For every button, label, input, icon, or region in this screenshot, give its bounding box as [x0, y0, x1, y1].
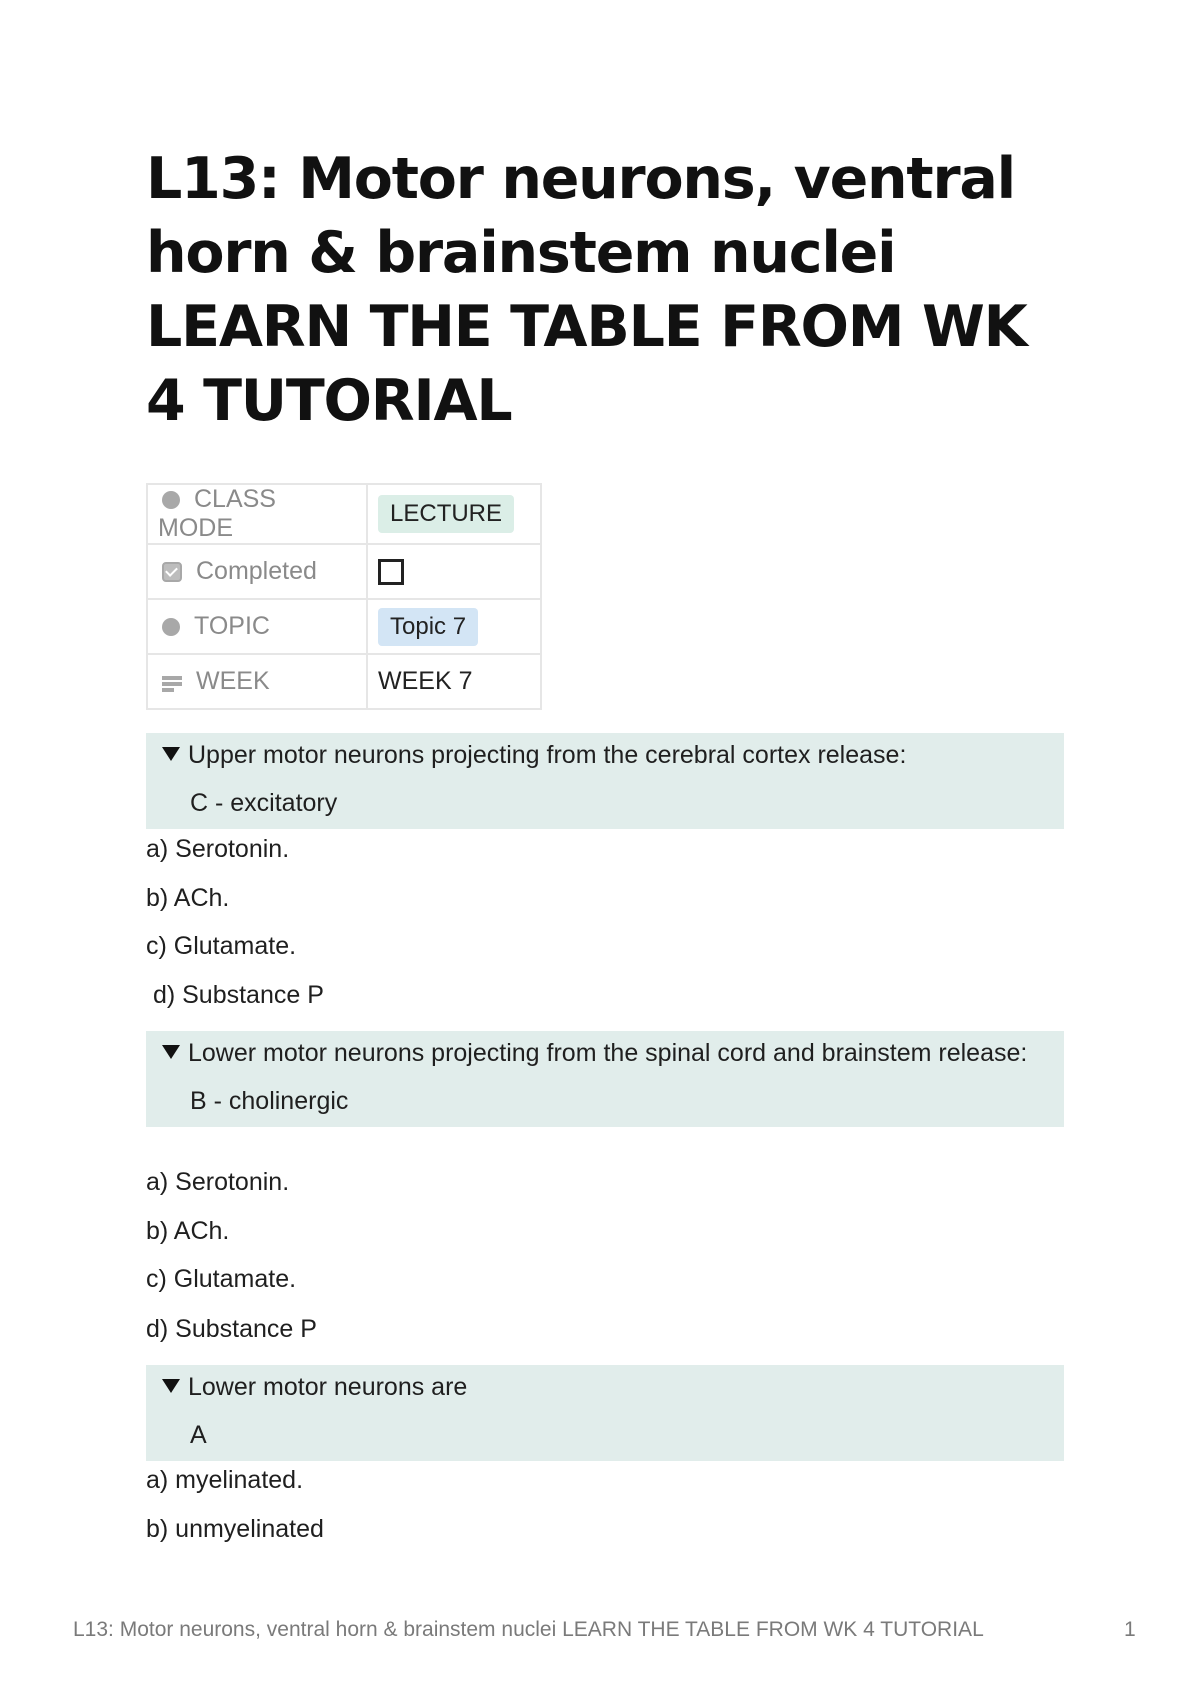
option-item: d) Substance P: [146, 1315, 317, 1343]
answer-text: B - cholinergic: [190, 1087, 349, 1115]
toggle-triangle-icon[interactable]: [162, 1045, 180, 1059]
checkbox-icon: [162, 562, 182, 582]
property-key: WEEK: [196, 667, 270, 695]
page-title: L13: Motor neurons, ventral horn & brainstem nuclei LEARN THE TABLE FROM WK 4 TUTORIAL: [146, 146, 1027, 434]
toggle-header[interactable]: [162, 737, 1046, 773]
class-mode-tag[interactable]: LECTURE: [378, 495, 514, 533]
circle-icon: [162, 618, 180, 636]
question-toggle-3[interactable]: [146, 1365, 1064, 1461]
page-number: 1: [1124, 1618, 1136, 1641]
toggle-header[interactable]: [162, 1369, 1046, 1405]
question-toggle-1[interactable]: [146, 733, 1064, 829]
toggle-triangle-icon[interactable]: [162, 747, 180, 761]
property-key: CLASS MODE: [158, 485, 276, 542]
completed-checkbox[interactable]: [378, 559, 404, 585]
option-item: b) unmyelinated: [146, 1515, 324, 1543]
topic-tag[interactable]: Topic 7: [378, 608, 478, 646]
toggle-header[interactable]: [162, 1035, 1046, 1071]
option-item: b) ACh.: [146, 1217, 230, 1245]
footer-title: L13: Motor neurons, ventral horn & brainstem nuclei LEARN THE TABLE FROM WK 4 TUTORIAL: [73, 1618, 984, 1641]
property-key: Completed: [196, 557, 317, 585]
option-item: a) Serotonin.: [146, 835, 290, 863]
option-item: c) Glutamate.: [146, 932, 297, 960]
circle-icon: [162, 491, 180, 509]
property-row-topic: [147, 599, 541, 654]
week-value[interactable]: WEEK 7: [378, 667, 473, 695]
text-lines-icon: [162, 673, 182, 691]
property-row-completed: [147, 544, 541, 599]
toggle-triangle-icon[interactable]: [162, 1379, 180, 1393]
option-item: a) myelinated.: [146, 1466, 304, 1494]
property-row-class-mode: [147, 484, 541, 544]
answer-text: A: [190, 1421, 207, 1449]
question-toggle-2[interactable]: [146, 1031, 1064, 1127]
option-item: a) Serotonin.: [146, 1168, 290, 1196]
option-item: b) ACh.: [146, 884, 230, 912]
properties-table: [146, 483, 542, 710]
option-item: d) Substance P: [146, 981, 324, 1009]
option-item: c) Glutamate.: [146, 1265, 297, 1293]
question-text: Lower motor neurons are: [188, 1373, 468, 1401]
question-text: Upper motor neurons projecting from the cerebral cortex release:: [188, 741, 907, 769]
answer-text: C - excitatory: [190, 789, 338, 817]
property-row-week: [147, 654, 541, 709]
property-key: TOPIC: [194, 612, 270, 640]
question-text: Lower motor neurons projecting from the spinal cord and brainstem release:: [188, 1039, 1028, 1067]
